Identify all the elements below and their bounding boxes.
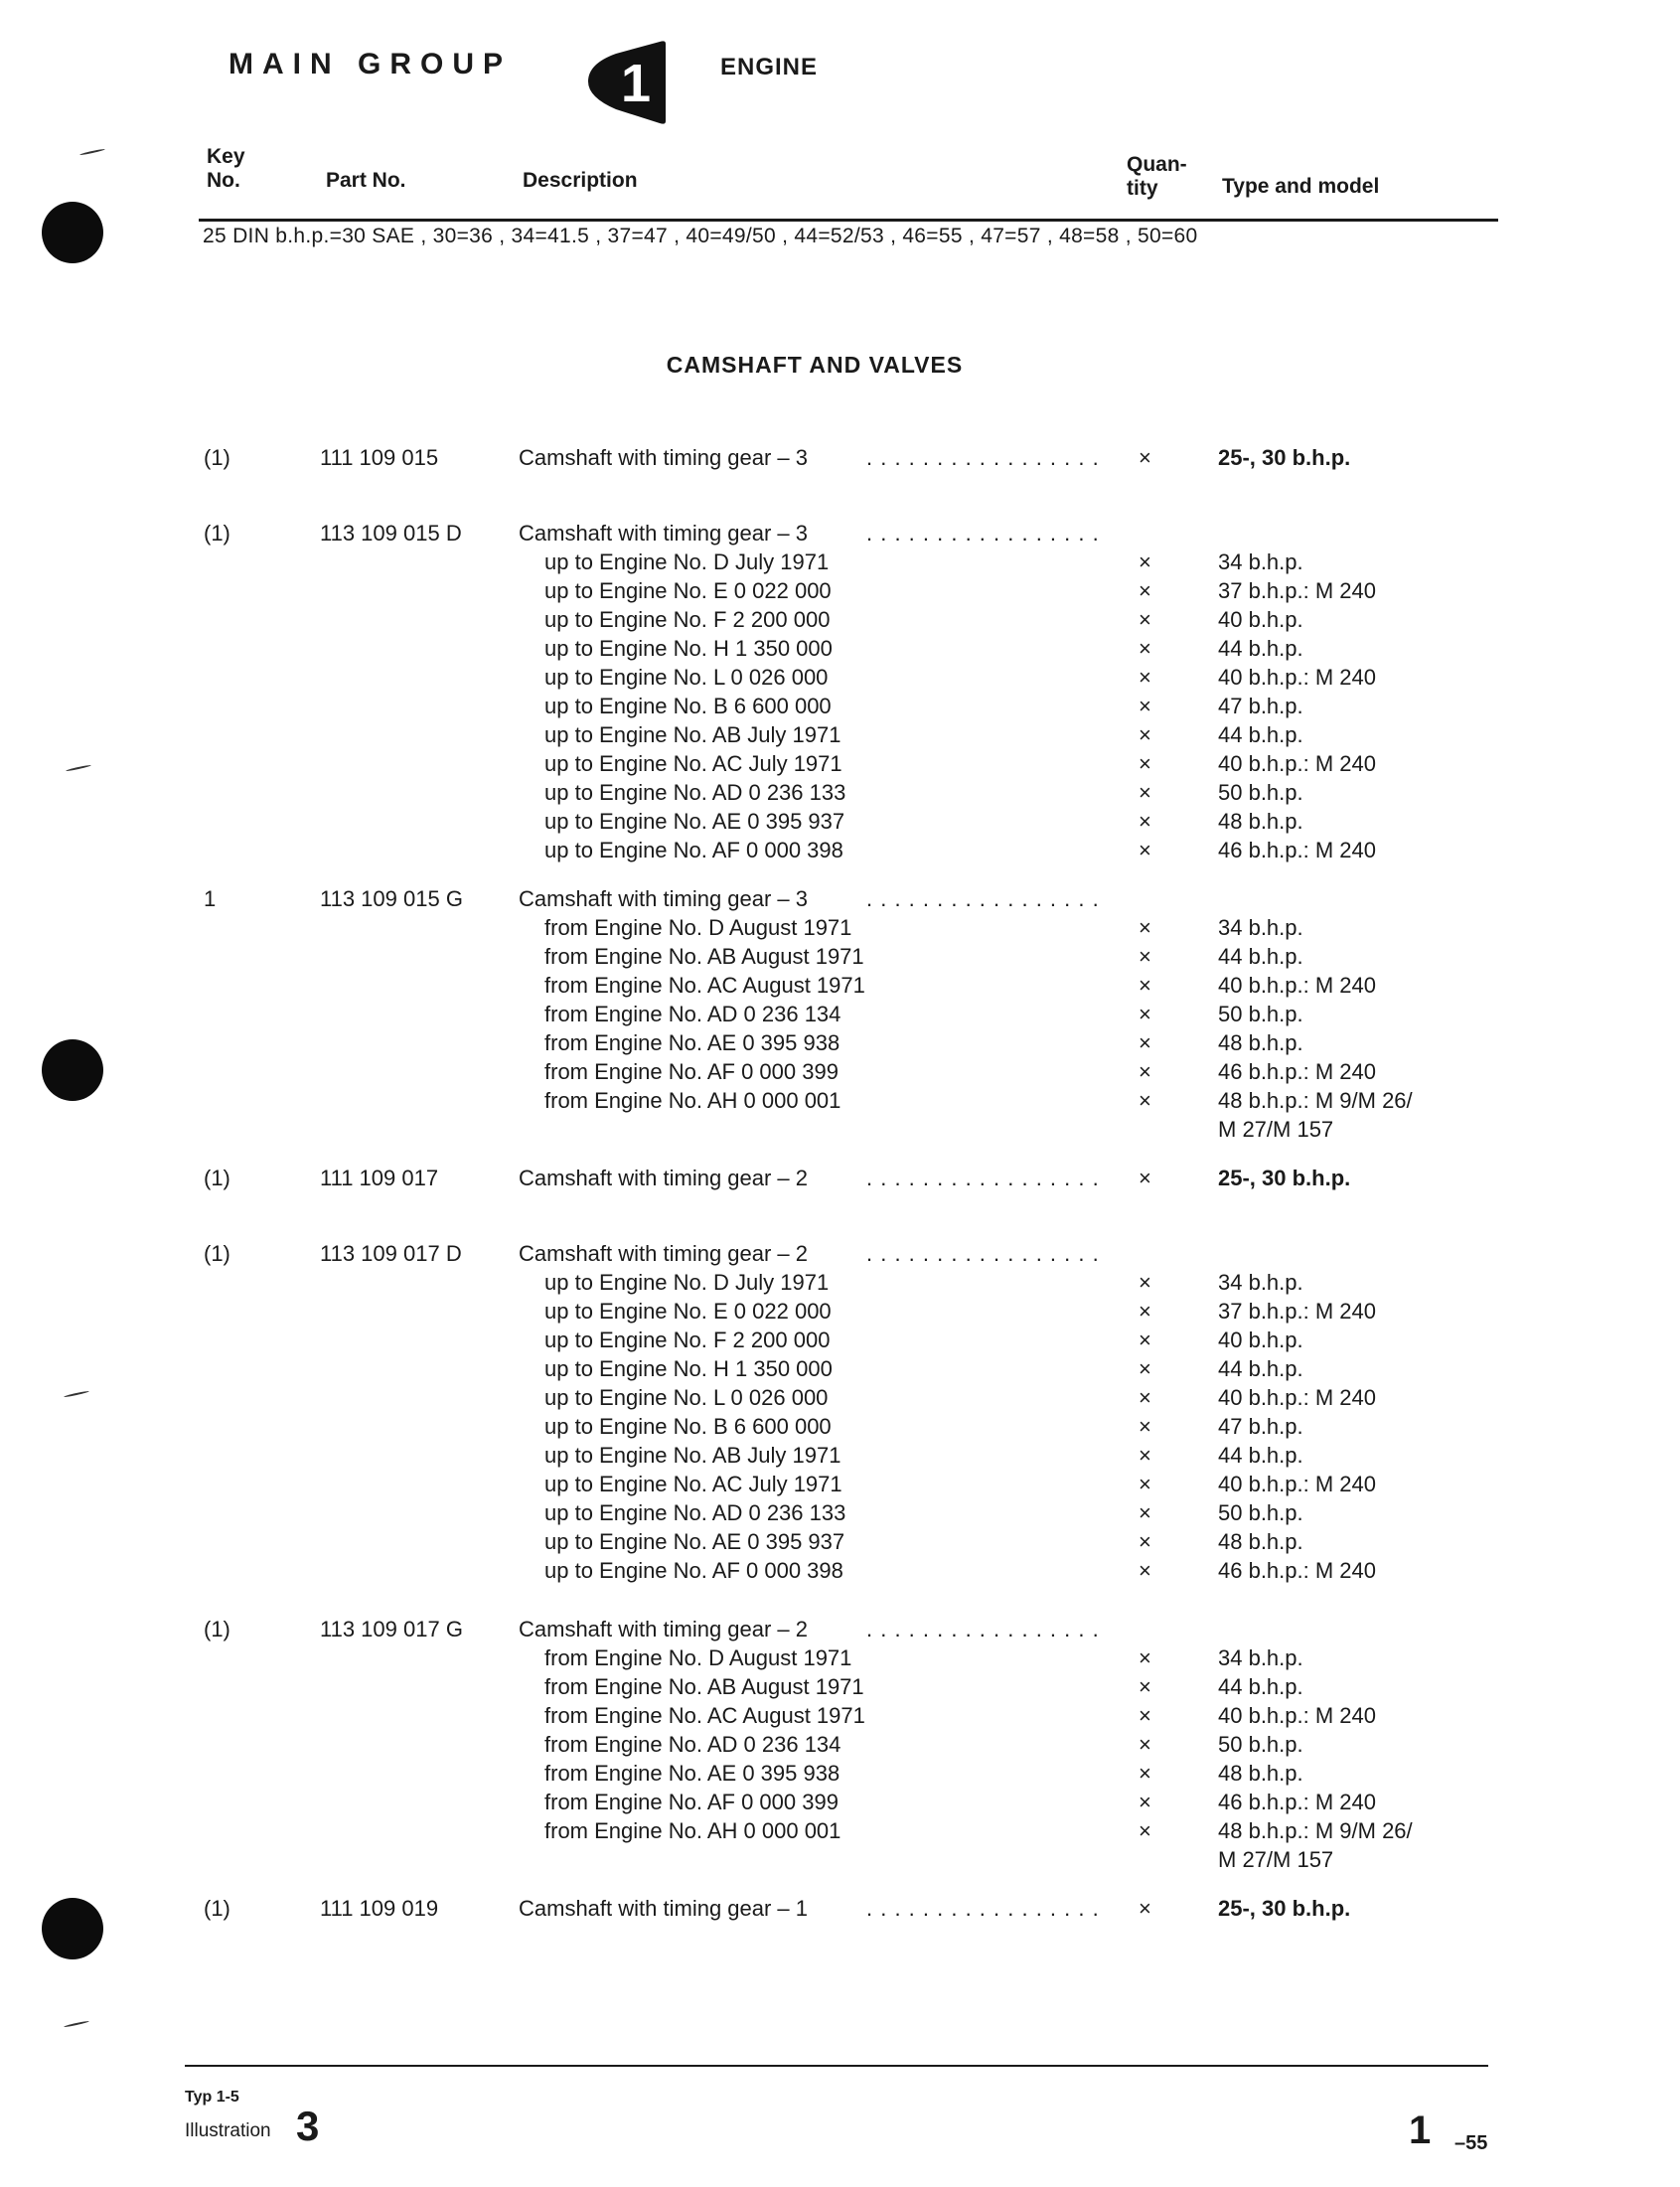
page-footer (185, 2057, 1506, 2186)
engine-range-row (199, 1299, 1490, 1328)
engine-range-row (199, 780, 1490, 809)
engine-range: from Engine No. D August 1971 (544, 915, 852, 940)
engine-range-row (199, 549, 1490, 578)
part-main-row (199, 1896, 1490, 1942)
quantity: × (1139, 1356, 1151, 1381)
parts-list (199, 445, 1490, 1942)
engine-range-row (199, 973, 1490, 1002)
type-and-model: 50 b.h.p. (1218, 1500, 1303, 1525)
main-group-label: MAIN GROUP (229, 48, 512, 80)
engine-range: up to Engine No. L 0 026 000 (544, 665, 829, 690)
engine-range: from Engine No. AF 0 000 399 (544, 1790, 839, 1814)
type-and-model: 25-, 30 b.h.p. (1218, 1166, 1351, 1190)
quantity: × (1139, 1761, 1151, 1786)
engine-range-row (199, 1558, 1490, 1587)
type-and-model: 25-, 30 b.h.p. (1218, 445, 1351, 470)
leader-dots: . . . . . . . . . . . . . . . . . (866, 521, 1100, 546)
type-and-model: 34 b.h.p. (1218, 1645, 1303, 1670)
part-entry (199, 1896, 1490, 1942)
part-entry (199, 886, 1490, 1146)
quantity: × (1139, 636, 1151, 661)
key-no: (1) (204, 521, 230, 546)
column-headers (207, 139, 1498, 221)
quantity: × (1139, 1818, 1151, 1843)
engine-range-row (199, 1030, 1490, 1059)
quantity: × (1139, 1645, 1151, 1670)
key-no: (1) (204, 1241, 230, 1266)
quantity: × (1139, 1270, 1151, 1295)
engine-range-row (199, 1088, 1490, 1117)
engine-range: from Engine No. AE 0 395 938 (544, 1030, 840, 1055)
engine-range: up to Engine No. AB July 1971 (544, 1443, 841, 1468)
hp-conversion-note: 25 DIN b.h.p.=30 SAE , 30=36 , 34=41.5 , 37=47 , 40=49/50 , 44=52/53 , 46=55 , 47=57 , 48=58 , 50=60 (203, 225, 1198, 247)
quantity: × (1139, 1472, 1151, 1496)
engine-range-row (199, 915, 1490, 944)
engine-range: up to Engine No. H 1 350 000 (544, 636, 833, 661)
typ-label: Typ 1-5 (185, 2089, 239, 2106)
engine-range: up to Engine No. E 0 022 000 (544, 578, 832, 603)
type-and-model: 48 b.h.p. (1218, 1761, 1303, 1786)
engine-range-row (199, 722, 1490, 751)
engine-range-row (199, 1356, 1490, 1385)
type-and-model: 46 b.h.p.: M 240 (1218, 1790, 1376, 1814)
group-number: 1 (620, 54, 652, 113)
type-and-model: 48 b.h.p. (1218, 1529, 1303, 1554)
type-and-model: 34 b.h.p. (1218, 549, 1303, 574)
scan-mark (64, 2020, 89, 2027)
engine-range-row (199, 578, 1490, 607)
quantity: × (1139, 1529, 1151, 1554)
engine-range: from Engine No. AF 0 000 399 (544, 1059, 839, 1084)
engine-range-row (199, 636, 1490, 665)
type-and-model: 48 b.h.p. (1218, 809, 1303, 834)
part-number: 113 109 015 D (320, 521, 462, 546)
part-description: Camshaft with timing gear – 2 (519, 1166, 809, 1190)
quantity: × (1139, 1790, 1151, 1814)
engine-range-row (199, 838, 1490, 866)
engine-range-row (199, 1818, 1490, 1847)
type-and-model: 46 b.h.p.: M 240 (1218, 1558, 1376, 1583)
engine-range: from Engine No. AC August 1971 (544, 1703, 865, 1728)
type-and-model: 44 b.h.p. (1218, 1356, 1303, 1381)
engine-range-row (199, 1761, 1490, 1790)
engine-range: up to Engine No. L 0 026 000 (544, 1385, 829, 1410)
engine-range: up to Engine No. AB July 1971 (544, 722, 841, 747)
quantity: × (1139, 694, 1151, 718)
group-badge-shape (586, 40, 668, 125)
engine-range: up to Engine No. AD 0 236 133 (544, 1500, 846, 1525)
quantity: × (1139, 838, 1151, 862)
page-group-number: 1 (1409, 2109, 1432, 2152)
leader-dots: . . . . . . . . . . . . . . . . . (866, 1166, 1100, 1190)
key-no: 1 (204, 886, 217, 911)
engine-range: up to Engine No. B 6 600 000 (544, 1414, 832, 1439)
engine-range: from Engine No. AD 0 236 134 (544, 1732, 841, 1757)
col-header-description: Description (523, 169, 638, 192)
quantity: × (1139, 751, 1151, 776)
engine-range: up to Engine No. AE 0 395 937 (544, 809, 845, 834)
engine-range: up to Engine No. AD 0 236 133 (544, 780, 846, 805)
quantity: × (1139, 809, 1151, 834)
quantity: × (1139, 1059, 1151, 1084)
engine-range-row (199, 1529, 1490, 1558)
engine-range-row (199, 1472, 1490, 1500)
binder-hole (42, 202, 103, 263)
scan-mark (79, 148, 105, 155)
part-main-row (199, 1617, 1490, 1645)
engine-range: up to Engine No. AF 0 000 398 (544, 1558, 843, 1583)
type-and-model: 48 b.h.p.: M 9/M 26/ (1218, 1088, 1413, 1113)
engine-range-row (199, 1117, 1490, 1146)
part-main-row (199, 1241, 1490, 1270)
engine-range: from Engine No. AH 0 000 001 (544, 1818, 841, 1843)
engine-range-row (199, 1328, 1490, 1356)
quantity: × (1139, 549, 1151, 574)
type-and-model: 48 b.h.p.: M 9/M 26/ (1218, 1818, 1413, 1843)
quantity: × (1139, 1674, 1151, 1699)
engine-range: up to Engine No. E 0 022 000 (544, 1299, 832, 1324)
col-header-type-and-model: Type and model (1222, 175, 1380, 198)
part-description: Camshaft with timing gear – 1 (519, 1896, 809, 1921)
engine-range-row (199, 1790, 1490, 1818)
quantity: × (1139, 915, 1151, 940)
type-and-model: 40 b.h.p. (1218, 607, 1303, 632)
part-entry (199, 521, 1490, 866)
engine-range-row (199, 809, 1490, 838)
key-no: (1) (204, 1166, 230, 1190)
engine-range-row (199, 1500, 1490, 1529)
part-description: Camshaft with timing gear – 2 (519, 1617, 809, 1641)
type-and-model: 46 b.h.p.: M 240 (1218, 1059, 1376, 1084)
engine-range: up to Engine No. F 2 200 000 (544, 1328, 831, 1352)
page-header (229, 40, 1520, 129)
part-number: 111 109 015 (320, 445, 439, 470)
engine-range: from Engine No. AH 0 000 001 (544, 1088, 841, 1113)
key-no: (1) (204, 445, 230, 470)
type-and-model: 40 b.h.p.: M 240 (1218, 1703, 1376, 1728)
engine-range: from Engine No. AC August 1971 (544, 973, 865, 998)
engine-range: up to Engine No. D July 1971 (544, 549, 830, 574)
type-and-model: 34 b.h.p. (1218, 1270, 1303, 1295)
type-and-model: 25-, 30 b.h.p. (1218, 1896, 1351, 1921)
part-description: Camshaft with timing gear – 3 (519, 521, 809, 546)
quantity: × (1139, 1896, 1151, 1921)
engine-range: from Engine No. AD 0 236 134 (544, 1002, 841, 1026)
type-and-model: 40 b.h.p.: M 240 (1218, 973, 1376, 998)
footer-rule (185, 2065, 1488, 2067)
quantity: × (1139, 1443, 1151, 1468)
part-number: 113 109 017 G (320, 1617, 463, 1641)
key-no: (1) (204, 1617, 230, 1641)
engine-range: up to Engine No. AE 0 395 937 (544, 1529, 845, 1554)
part-main-row (199, 521, 1490, 549)
scan-mark (64, 1390, 89, 1397)
type-and-model: 44 b.h.p. (1218, 722, 1303, 747)
leader-dots: . . . . . . . . . . . . . . . . . (866, 445, 1100, 470)
type-and-model: 44 b.h.p. (1218, 1674, 1303, 1699)
engine-range-row (199, 751, 1490, 780)
quantity: × (1139, 1414, 1151, 1439)
engine-range-row (199, 1414, 1490, 1443)
engine-range-row (199, 607, 1490, 636)
engine-range-row (199, 694, 1490, 722)
type-and-model: M 27/M 157 (1218, 1847, 1334, 1872)
type-and-model: 34 b.h.p. (1218, 915, 1303, 940)
key-no: (1) (204, 1896, 230, 1921)
quantity: × (1139, 578, 1151, 603)
scan-mark (66, 764, 91, 771)
type-and-model: 46 b.h.p.: M 240 (1218, 838, 1376, 862)
quantity: × (1139, 1002, 1151, 1026)
engine-range: up to Engine No. AF 0 000 398 (544, 838, 843, 862)
type-and-model: 40 b.h.p. (1218, 1328, 1303, 1352)
page-sub-number: –55 (1454, 2132, 1488, 2154)
type-and-model: 44 b.h.p. (1218, 636, 1303, 661)
type-and-model: 44 b.h.p. (1218, 944, 1303, 969)
part-main-row (199, 1166, 1490, 1211)
part-entry (199, 1241, 1490, 1587)
col-header-part-no: Part No. (326, 169, 406, 192)
part-description: Camshaft with timing gear – 3 (519, 445, 809, 470)
engine-range: up to Engine No. D July 1971 (544, 1270, 830, 1295)
engine-range-row (199, 665, 1490, 694)
binder-hole (42, 1039, 103, 1101)
type-and-model: 50 b.h.p. (1218, 780, 1303, 805)
quantity: × (1139, 973, 1151, 998)
part-main-row (199, 886, 1490, 915)
engine-range: from Engine No. AE 0 395 938 (544, 1761, 840, 1786)
part-description: Camshaft with timing gear – 3 (519, 886, 809, 911)
part-entry (199, 1166, 1490, 1211)
leader-dots: . . . . . . . . . . . . . . . . . (866, 1617, 1100, 1641)
part-number: 111 109 017 (320, 1166, 439, 1190)
quantity: × (1139, 1088, 1151, 1113)
part-description: Camshaft with timing gear – 2 (519, 1241, 809, 1266)
part-entry (199, 445, 1490, 491)
quantity: × (1139, 1558, 1151, 1583)
engine-range: up to Engine No. F 2 200 000 (544, 607, 831, 632)
type-and-model: M 27/M 157 (1218, 1117, 1334, 1142)
quantity: × (1139, 722, 1151, 747)
engine-range: up to Engine No. AC July 1971 (544, 1472, 842, 1496)
illustration-number: 3 (296, 2103, 320, 2149)
quantity: × (1139, 1030, 1151, 1055)
quantity: × (1139, 1385, 1151, 1410)
col-header-key-no: Key No. (207, 145, 245, 192)
illustration-label: Illustration (185, 2120, 271, 2141)
header-rule (199, 219, 1498, 222)
type-and-model: 50 b.h.p. (1218, 1732, 1303, 1757)
type-and-model: 40 b.h.p.: M 240 (1218, 665, 1376, 690)
type-and-model: 40 b.h.p.: M 240 (1218, 751, 1376, 776)
engine-range: from Engine No. D August 1971 (544, 1645, 852, 1670)
engine-range-row (199, 1385, 1490, 1414)
engine-range: up to Engine No. AC July 1971 (544, 751, 842, 776)
quantity: × (1139, 1703, 1151, 1728)
quantity: × (1139, 1500, 1151, 1525)
engine-range-row (199, 1270, 1490, 1299)
engine-range-row (199, 1703, 1490, 1732)
part-number: 113 109 017 D (320, 1241, 462, 1266)
binder-hole (42, 1898, 103, 1959)
quantity: × (1139, 607, 1151, 632)
engine-range-row (199, 1645, 1490, 1674)
engine-range: from Engine No. AB August 1971 (544, 1674, 864, 1699)
quantity: × (1139, 445, 1151, 470)
engine-range-row (199, 1732, 1490, 1761)
quantity: × (1139, 1166, 1151, 1190)
engine-range-row (199, 1002, 1490, 1030)
quantity: × (1139, 1299, 1151, 1324)
quantity: × (1139, 1732, 1151, 1757)
engine-range: up to Engine No. B 6 600 000 (544, 694, 832, 718)
type-and-model: 40 b.h.p.: M 240 (1218, 1472, 1376, 1496)
engine-range: from Engine No. AB August 1971 (544, 944, 864, 969)
engine-range-row (199, 1847, 1490, 1876)
engine-range: up to Engine No. H 1 350 000 (544, 1356, 833, 1381)
type-and-model: 47 b.h.p. (1218, 694, 1303, 718)
part-main-row (199, 445, 1490, 491)
leader-dots: . . . . . . . . . . . . . . . . . (866, 886, 1100, 911)
leader-dots: . . . . . . . . . . . . . . . . . (866, 1896, 1100, 1921)
engine-range-row (199, 1059, 1490, 1088)
part-number: 113 109 015 G (320, 886, 463, 911)
engine-range-row (199, 944, 1490, 973)
part-entry (199, 1617, 1490, 1876)
quantity: × (1139, 1328, 1151, 1352)
engine-range-row (199, 1674, 1490, 1703)
type-and-model: 48 b.h.p. (1218, 1030, 1303, 1055)
type-and-model: 37 b.h.p.: M 240 (1218, 1299, 1376, 1324)
type-and-model: 37 b.h.p.: M 240 (1218, 578, 1376, 603)
quantity: × (1139, 665, 1151, 690)
part-number: 111 109 019 (320, 1896, 439, 1921)
quantity: × (1139, 944, 1151, 969)
engine-range-row (199, 1443, 1490, 1472)
leader-dots: . . . . . . . . . . . . . . . . . (866, 1241, 1100, 1266)
type-and-model: 40 b.h.p.: M 240 (1218, 1385, 1376, 1410)
col-header-quantity: Quan- tity (1127, 153, 1187, 200)
section-title: CAMSHAFT AND VALVES (666, 352, 964, 378)
group-name: ENGINE (720, 54, 819, 80)
group-number-badge (586, 40, 668, 125)
type-and-model: 44 b.h.p. (1218, 1443, 1303, 1468)
quantity: × (1139, 780, 1151, 805)
type-and-model: 50 b.h.p. (1218, 1002, 1303, 1026)
type-and-model: 47 b.h.p. (1218, 1414, 1303, 1439)
